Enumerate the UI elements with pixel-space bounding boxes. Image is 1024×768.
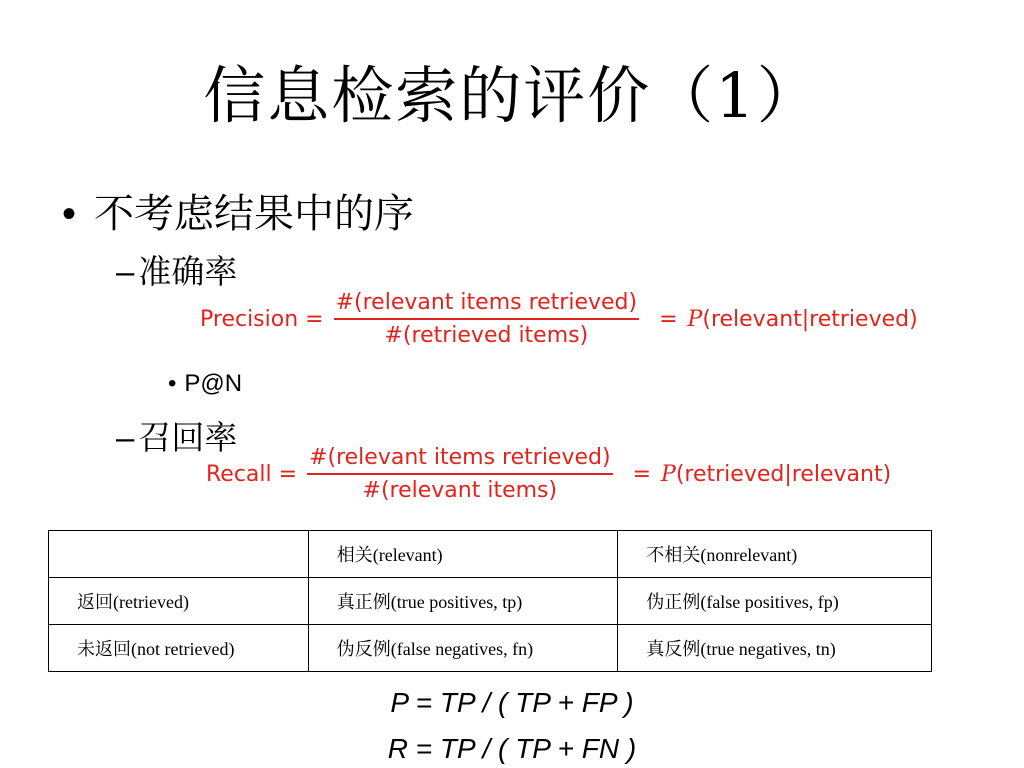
table-row (49, 531, 932, 578)
bullet-unordered-results (62, 188, 414, 240)
precision-denominator: #(retrieved items) (384, 323, 589, 348)
sub-bullet-precision (116, 252, 237, 292)
sub-bullet-text: 准确率 (138, 252, 238, 291)
table-row (49, 578, 932, 625)
table-cell (49, 531, 309, 578)
precision-formula (200, 290, 918, 348)
table-cell: 真反例(true negatives, tn) (618, 625, 932, 672)
table-cell: 伪反例(false negatives, fn) (308, 625, 618, 672)
recall-lhs: Recall = (206, 461, 298, 487)
recall-numerator: #(relevant items retrieved) (307, 445, 613, 475)
table-row (49, 625, 932, 672)
recall-formula (206, 445, 891, 503)
table-cell: 伪正例(false positives, fp) (618, 578, 932, 625)
bullet-dot: • (168, 370, 177, 397)
sub-sub-bullet-text: P@N (184, 370, 243, 397)
precision-conditional: (relevant|retrieved) (702, 306, 918, 332)
recall-conditional: (retrieved|relevant) (675, 461, 892, 487)
confusion-table (48, 530, 932, 672)
precision-equals: = (659, 306, 678, 332)
table-cell: 不相关(nonrelevant) (618, 531, 932, 578)
recall-count-formula: R = TP / ( TP + FN ) (387, 733, 637, 764)
precision-numerator: #(relevant items retrieved) (334, 290, 640, 320)
table-cell: 返回(retrieved) (49, 578, 309, 625)
table-cell: 未返回(not retrieved) (49, 625, 309, 672)
bullet-text: 不考虑结果中的序 (94, 191, 415, 237)
sub-bullet-text: 召回率 (138, 418, 238, 457)
bullet-dot: • (62, 192, 77, 236)
recall-denominator: #(relevant items) (362, 478, 558, 503)
recall-p-symbol: P (661, 461, 676, 487)
precision-p-symbol: P (687, 306, 703, 332)
recall-equals: = (632, 461, 652, 487)
precision-lhs: Precision = (200, 306, 324, 332)
dash-marker: – (116, 419, 135, 456)
table-cell: 真正例(true positives, tp) (308, 578, 618, 625)
precision-count-formula: P = TP / ( TP + FP ) (390, 687, 634, 718)
slide-title: 信息检索的评价（1） (203, 59, 821, 132)
precision-fraction (334, 290, 640, 348)
recall-fraction (307, 445, 613, 503)
sub-sub-bullet-p-at-n (168, 368, 242, 400)
dash-marker: – (116, 253, 135, 290)
table-cell: 相关(relevant) (308, 531, 618, 578)
